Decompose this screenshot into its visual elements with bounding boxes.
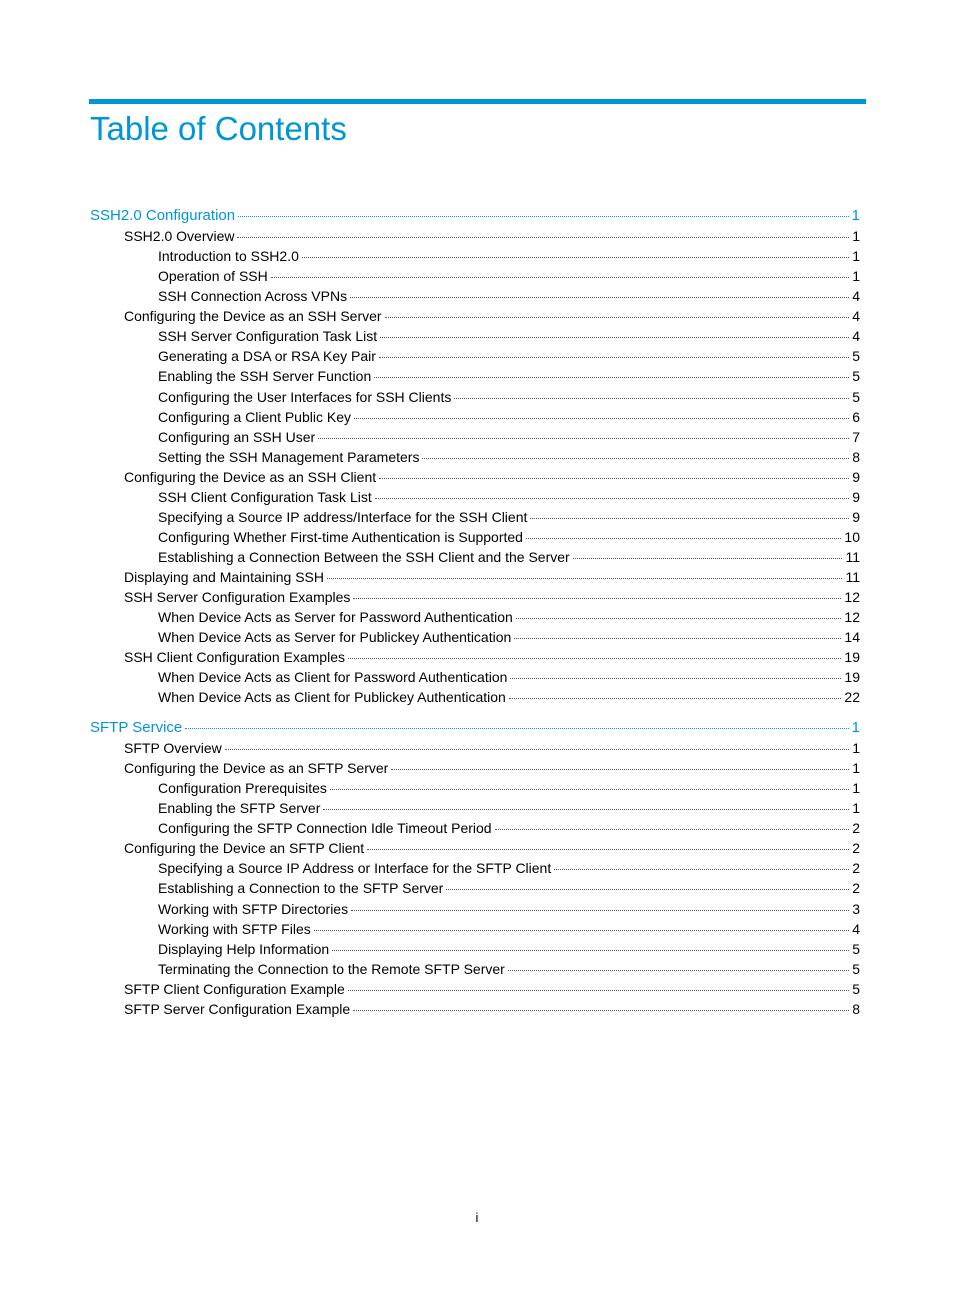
- dot-leader: [375, 497, 849, 499]
- page-title: Table of Contents: [90, 110, 347, 147]
- toc-entry-title: SFTP Server Configuration Example: [124, 1000, 351, 1017]
- toc-entry-title: Enabling the SSH Server Function: [158, 368, 372, 385]
- toc-entry-page: 5: [852, 980, 860, 997]
- toc-entry-page: 3: [852, 900, 860, 917]
- toc-entry-title: SSH Client Configuration Examples: [124, 649, 345, 666]
- toc-entry[interactable]: [124, 467, 860, 487]
- toc-entry-page: 1: [852, 740, 860, 756]
- toc-entry-page: 2: [852, 880, 860, 897]
- toc-entry[interactable]: [124, 226, 860, 246]
- toc-entry[interactable]: [158, 487, 860, 507]
- toc-entry[interactable]: [158, 387, 860, 407]
- toc-entry-title: Operation of SSH: [158, 268, 268, 285]
- toc-entry[interactable]: [124, 838, 860, 858]
- toc-entry-title: Terminating the Connection to the Remote SFTP Server: [158, 960, 505, 977]
- toc-entry-page: 4: [852, 920, 860, 937]
- dot-leader: [237, 236, 849, 238]
- toc-entry-title: SSH Connection Across VPNs: [158, 288, 348, 305]
- dot-leader: [238, 215, 849, 217]
- toc-entry-title: Displaying and Maintaining SSH: [124, 568, 324, 585]
- toc-entry-title: SFTP Service: [90, 719, 183, 736]
- dot-leader: [380, 336, 849, 338]
- dot-leader: [573, 557, 843, 559]
- toc-entry[interactable]: [124, 758, 860, 778]
- toc-entry-page: 4: [852, 308, 860, 325]
- toc-entry-title: Enabling the SFTP Server: [158, 800, 321, 817]
- toc-entry-title: SSH2.0 Configuration: [90, 207, 236, 224]
- toc-entry-page: 19: [844, 649, 860, 666]
- toc-entry-title: When Device Acts as Client for Publickey Authentication: [158, 689, 506, 706]
- toc-entry-title: SFTP Overview: [124, 740, 222, 756]
- dot-leader: [509, 697, 842, 699]
- dot-leader: [446, 888, 849, 890]
- toc-entry[interactable]: [158, 627, 860, 647]
- toc-entry[interactable]: [124, 647, 860, 667]
- dot-leader: [314, 929, 849, 931]
- toc-chapter-entry[interactable]: [90, 718, 860, 738]
- dot-leader: [526, 537, 841, 539]
- dot-leader: [318, 437, 849, 439]
- toc-entry-title: When Device Acts as Server for Password Authentication: [158, 609, 513, 625]
- dot-leader: [354, 417, 849, 419]
- toc-entry-title: Configuring the Device as an SSH Client: [124, 468, 377, 485]
- toc-entry-page: 9: [852, 468, 860, 485]
- toc-entry-page: 8: [852, 1000, 860, 1017]
- toc-entry[interactable]: [158, 246, 860, 266]
- dot-leader: [530, 517, 849, 519]
- toc-entry-title: Introduction to SSH2.0: [158, 248, 299, 265]
- toc-entry-page: 1: [852, 760, 860, 777]
- toc-entry-page: 5: [852, 388, 860, 405]
- toc-entry[interactable]: [158, 527, 860, 547]
- dot-leader: [422, 457, 849, 459]
- toc-entry-title: Configuring the SFTP Connection Idle Timeout Period: [158, 820, 492, 837]
- toc-entry[interactable]: [158, 266, 860, 286]
- toc-entry[interactable]: [158, 326, 860, 346]
- toc-entry-title: Configuring the Device as an SFTP Server: [124, 760, 389, 777]
- dot-leader: [353, 1009, 849, 1011]
- dot-leader: [348, 657, 841, 659]
- toc-entry-page: 1: [852, 268, 860, 285]
- toc-entry-page: 12: [844, 589, 860, 605]
- toc-entry-title: Working with SFTP Files: [158, 920, 311, 937]
- toc-entry-title: SSH Server Configuration Examples: [124, 589, 351, 605]
- toc-entry[interactable]: [158, 798, 860, 818]
- dot-leader: [385, 316, 850, 318]
- toc-entry-page: 4: [852, 288, 860, 305]
- toc-entry-title: Generating a DSA or RSA Key Pair: [158, 348, 376, 365]
- toc-entry-page: 11: [845, 548, 860, 565]
- toc-entry-page: 10: [844, 528, 860, 545]
- toc-entry[interactable]: [124, 738, 860, 758]
- toc-entry[interactable]: [158, 407, 860, 427]
- toc-entry-page: 8: [852, 448, 860, 465]
- toc-entry-page: 1: [852, 780, 860, 797]
- toc-entry-title: Displaying Help Information: [158, 940, 330, 957]
- dot-leader: [332, 949, 849, 951]
- toc-entry-page: 4: [852, 328, 860, 345]
- dot-leader: [367, 848, 849, 850]
- toc-entry[interactable]: [158, 899, 860, 919]
- toc-entry-page: 6: [852, 408, 860, 425]
- toc-entry-page: 9: [852, 508, 860, 525]
- toc-entry-page: 11: [845, 568, 860, 585]
- header-rule: [89, 99, 866, 104]
- toc-entry-page: 2: [852, 820, 860, 837]
- dot-leader: [327, 577, 842, 579]
- toc-entry[interactable]: [158, 919, 860, 939]
- toc-entry-title: Configuring the Device as an SSH Server: [124, 308, 382, 325]
- toc-entry-title: When Device Acts as Server for Publickey Authentication: [158, 629, 512, 645]
- dot-leader: [495, 828, 850, 830]
- dot-leader: [516, 617, 842, 619]
- toc-entry-page: 9: [852, 488, 860, 505]
- dot-leader: [514, 637, 841, 639]
- toc-entry[interactable]: [158, 858, 860, 878]
- toc-entry-title: SFTP Client Configuration Example: [124, 980, 345, 997]
- toc-entry-title: Configuring an SSH User: [158, 428, 316, 445]
- dot-leader: [271, 276, 849, 278]
- toc-entry-page: 1: [852, 800, 860, 817]
- toc-entry-title: Configuring the User Interfaces for SSH Clients: [158, 388, 452, 405]
- toc-entry-page: 1: [852, 248, 860, 265]
- dot-leader: [351, 909, 849, 911]
- dot-leader: [350, 296, 849, 298]
- toc-entry-title: Configuring a Client Public Key: [158, 408, 351, 425]
- toc-entry[interactable]: [124, 979, 860, 999]
- dot-leader: [554, 868, 849, 870]
- toc-chapter-entry[interactable]: [90, 206, 860, 226]
- dot-leader: [330, 788, 849, 790]
- toc-entry[interactable]: [158, 687, 860, 707]
- dot-leader: [185, 727, 848, 729]
- toc-entry-title: Specifying a Source IP Address or Interface for the SFTP Client: [158, 860, 552, 877]
- toc-entry-page: 5: [852, 960, 860, 977]
- dot-leader: [323, 808, 849, 810]
- toc-entry-title: Configuration Prerequisites: [158, 780, 327, 797]
- toc-entry[interactable]: [124, 306, 860, 326]
- toc-entry[interactable]: [158, 286, 860, 306]
- toc-entry[interactable]: [158, 939, 860, 959]
- toc-entry-title: SSH2.0 Overview: [124, 228, 235, 245]
- toc-entry-page: 19: [844, 669, 860, 686]
- toc-entry[interactable]: [158, 667, 860, 687]
- toc-entry-title: Working with SFTP Directories: [158, 900, 349, 917]
- toc-entry-page: 2: [852, 860, 860, 877]
- toc-entry-title: Configuring Whether First-time Authentication is Supported: [158, 528, 523, 545]
- toc-entry[interactable]: [158, 547, 860, 567]
- toc-entry-page: 5: [852, 940, 860, 957]
- toc-entry[interactable]: [158, 818, 860, 838]
- toc-entry-title: Establishing a Connection Between the SSH Client and the Server: [158, 548, 570, 565]
- toc-entry-title: SSH Server Configuration Task List: [158, 328, 378, 345]
- toc-entry[interactable]: [158, 959, 860, 979]
- toc-entry-title: Specifying a Source IP address/Interface for the SSH Client: [158, 508, 528, 525]
- page-number: i: [475, 1210, 479, 1225]
- dot-leader: [379, 477, 849, 479]
- dot-leader: [379, 356, 849, 358]
- toc-entry-title: When Device Acts as Client for Password Authentication: [158, 669, 508, 686]
- toc-entry-page: 7: [852, 428, 860, 445]
- toc-entry-title: Establishing a Connection to the SFTP Server: [158, 880, 444, 897]
- toc-entry[interactable]: [124, 587, 860, 607]
- toc-entry-title: Setting the SSH Management Parameters: [158, 448, 420, 465]
- dot-leader: [510, 677, 841, 679]
- toc-entry[interactable]: [158, 778, 860, 798]
- toc-entry[interactable]: [158, 607, 860, 627]
- toc-entry-title: SSH Client Configuration Task List: [158, 488, 372, 505]
- toc-entry-page: 5: [852, 368, 860, 385]
- toc-entry[interactable]: [158, 427, 860, 447]
- dot-leader: [508, 969, 849, 971]
- dot-leader: [348, 989, 849, 991]
- toc-entry[interactable]: [124, 567, 860, 587]
- toc-entry[interactable]: [158, 366, 860, 386]
- toc-entry-page: 12: [844, 609, 860, 625]
- toc-entry-title: Configuring the Device an SFTP Client: [124, 840, 365, 857]
- toc-entry-page: 1: [852, 228, 860, 245]
- toc-entry[interactable]: [158, 878, 860, 898]
- dot-leader: [225, 748, 849, 750]
- toc-entry-page: 2: [852, 840, 860, 857]
- dot-leader: [454, 397, 849, 399]
- toc-entry-page: 1: [851, 719, 860, 736]
- toc-entry[interactable]: [124, 999, 860, 1019]
- toc-entry-page: 5: [852, 348, 860, 365]
- dot-leader: [374, 376, 849, 378]
- toc-entry-page: 1: [851, 207, 860, 224]
- toc-entry[interactable]: [158, 447, 860, 467]
- toc-entry-page: 14: [844, 629, 860, 645]
- dot-leader: [353, 597, 841, 599]
- dot-leader: [302, 256, 849, 258]
- dot-leader: [391, 768, 849, 770]
- toc-entry-page: 22: [844, 689, 860, 706]
- toc-entry[interactable]: [158, 346, 860, 366]
- toc-entry[interactable]: [158, 507, 860, 527]
